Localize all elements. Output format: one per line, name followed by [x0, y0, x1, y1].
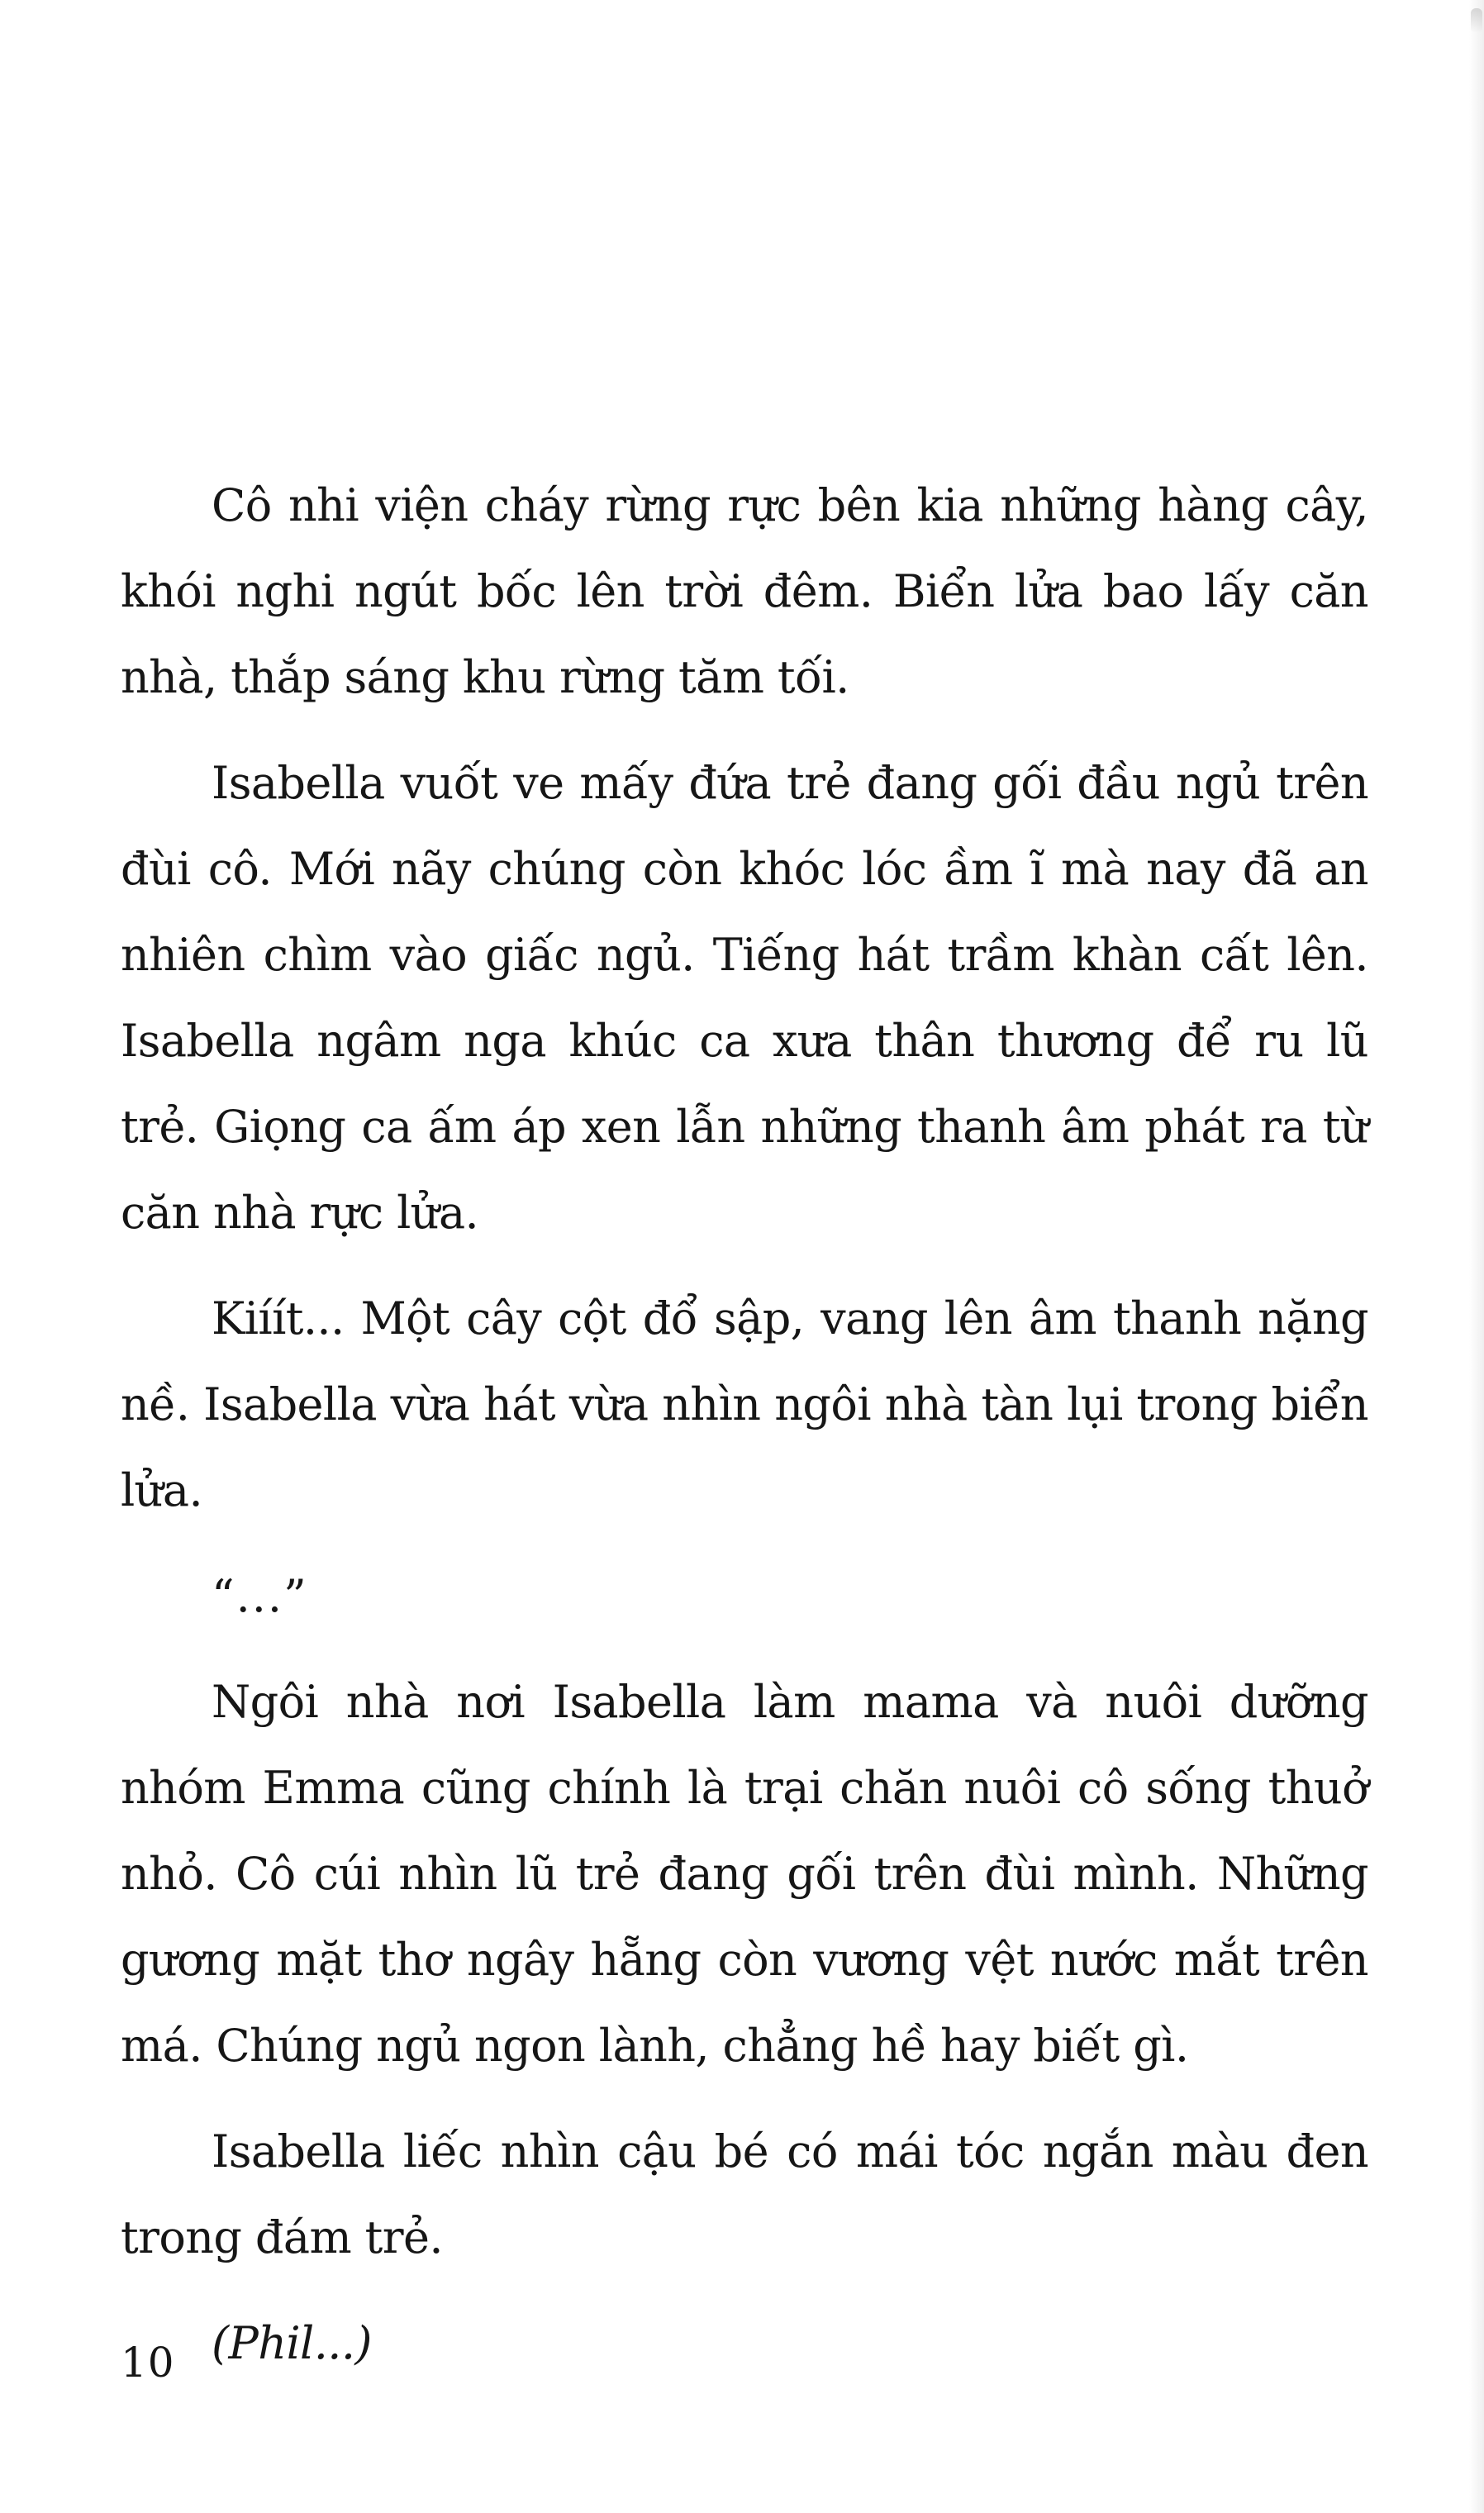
paragraph-1: Cô nhi viện cháy rừng rực bên kia những hàng cây, khói nghi ngút bốc lên trời đêm. Biển lửa bao lấy căn nhà, thắp sáng khu rừng tăm tối.: [121, 479, 1368, 703]
paragraph-6: Isabella liếc nhìn cậu bé có mái tóc ngắn màu đen trong đám trẻ.: [121, 2125, 1368, 2263]
paragraph-thought: (Phil...): [212, 2317, 372, 2369]
paragraph-3: Kiíít... Một cây cột đổ sập, vang lên âm thanh nặng nề. Isabella vừa hát vừa nhìn ngôi nhà tàn lụi trong biển lửa.: [121, 1292, 1368, 1516]
body-text: [121, 463, 1368, 2387]
page-number: 10: [121, 2339, 175, 2387]
paragraph-2: Isabella vuốt ve mấy đứa trẻ đang gối đầu ngủ trên đùi cô. Mới nãy chúng còn khóc lóc ầm ĩ mà nay đã an nhiên chìm vào giấc ngủ. Tiếng hát trầm khàn cất lên. Isabella ngâm nga khúc ca xưa thân thương để ru lũ trẻ. Giọng ca ấm áp xen lẫn những thanh âm phát ra từ căn nhà rực lửa.: [121, 757, 1368, 1239]
paragraph-ellipsis: “...”: [212, 1570, 308, 1622]
page-edge-shadow: [1469, 0, 1484, 2513]
page-edge-mark: [1471, 8, 1482, 33]
paragraph-5: Ngôi nhà nơi Isabella làm mama và nuôi dưỡng nhóm Emma cũng chính là trại chăn nuôi cô sống thuở nhỏ. Cô cúi nhìn lũ trẻ đang gối trên đùi mình. Những gương mặt thơ ngây hẵng còn vương vệt nước mắt trên má. Chúng ngủ ngon lành, chẳng hề hay biết gì.: [121, 1676, 1368, 2072]
